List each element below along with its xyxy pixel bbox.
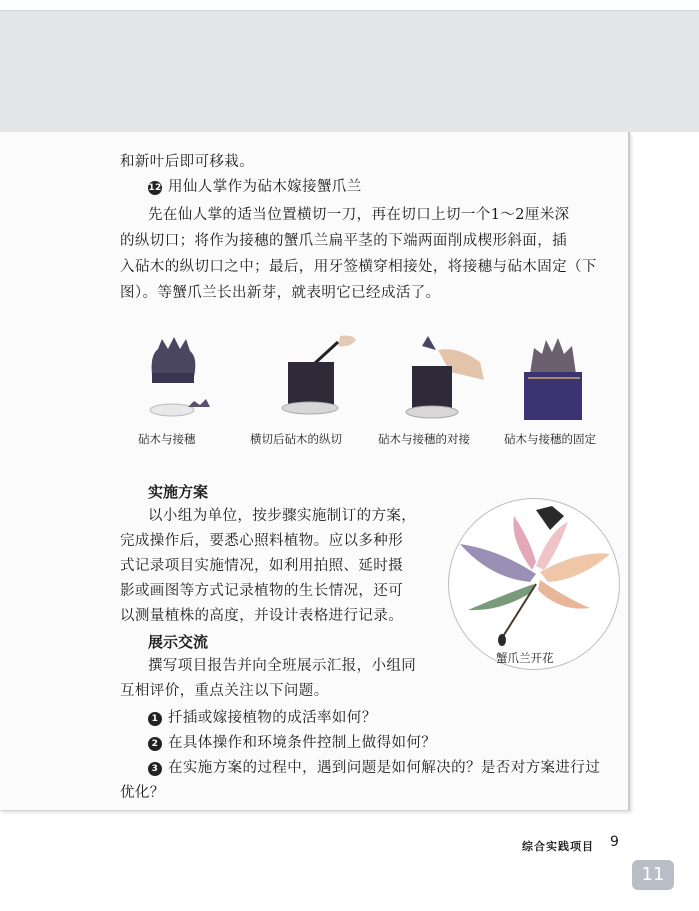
question-1 xyxy=(148,708,377,729)
question-2 xyxy=(148,733,436,754)
page-number: 9 xyxy=(610,834,619,850)
section-title-plan: 实施方案 xyxy=(148,483,209,501)
caption-photo-4: 砧木与接穗的固定 xyxy=(504,432,596,446)
question-1-number: 1 xyxy=(148,712,162,726)
question-3-number: 3 xyxy=(148,762,162,776)
question-3-continuation: 优化？ xyxy=(120,785,165,801)
item-number-badge: 12 xyxy=(148,183,162,193)
question-2-number: 2 xyxy=(148,737,162,751)
scan-page-badge: 11 xyxy=(632,860,674,890)
body-line-1: 和新叶后即可移栽。 xyxy=(120,154,255,170)
photo-cut-stock xyxy=(270,330,365,425)
plan-line-3: 式记录项目实施情况，如利用拍照、延时摄 xyxy=(120,558,404,574)
exchange-line-1: 撰写项目报告并向全班展示汇报，小组同 xyxy=(148,658,417,674)
flower-caption: 蟹爪兰开花 xyxy=(496,651,554,665)
photo-fixing xyxy=(520,334,590,426)
section-title-exchange: 展示交流 xyxy=(148,633,209,651)
question-1-text: 扦插或嫁接植物的成活率如何？ xyxy=(168,710,377,726)
question-3 xyxy=(148,758,600,779)
caption-photo-2: 横切后砧木的纵切 xyxy=(250,432,342,446)
question-3-text: 在实施方案的过程中，遇到问题是如何解决的？是否对方案进行过 xyxy=(168,760,601,776)
photo-joining xyxy=(398,332,488,427)
scan-top-band xyxy=(0,10,699,132)
plan-line-4: 影或画图等方式记录植物的生长情况，还可 xyxy=(120,583,404,599)
footer-section-label: 综合实践项目 xyxy=(522,840,594,853)
photo-stock-and-scion xyxy=(138,335,218,425)
para1-line-2: 的纵切口；将作为接穗的蟹爪兰扁平茎的下端两面削成楔形斜面，插 xyxy=(120,233,567,249)
question-2-text: 在具体操作和环境条件控制上做得如何？ xyxy=(168,735,437,751)
para1-line-4: 图）。等蟹爪兰长出新芽，就表明它已经成活了。 xyxy=(120,285,441,301)
caption-photo-3: 砧木与接穗的对接 xyxy=(378,432,470,446)
plan-line-1: 以小组为单位，按步骤实施制订的方案， xyxy=(148,508,417,524)
plan-line-5: 以测量植株的高度，并设计表格进行记录。 xyxy=(120,608,404,624)
item-12-heading xyxy=(148,177,362,198)
scan-top-line xyxy=(0,10,699,11)
para1-line-3: 入砧木的纵切口之中；最后，用牙签横穿相接处，将接穗与砧木固定（下 xyxy=(120,259,597,275)
plan-line-2: 完成操作后，要悉心照料植物。应以多种形 xyxy=(120,533,404,549)
item-12-title: 用仙人掌作为砧木嫁接蟹爪兰 xyxy=(168,179,362,195)
flower-illustration xyxy=(440,500,615,650)
exchange-line-2: 互相评价，重点关注以下问题。 xyxy=(120,683,329,699)
para1-line-1: 先在仙人掌的适当位置横切一刀，再在切口上切一个1～2厘米深 xyxy=(148,207,570,223)
caption-photo-1: 砧木与接穗 xyxy=(138,432,196,446)
